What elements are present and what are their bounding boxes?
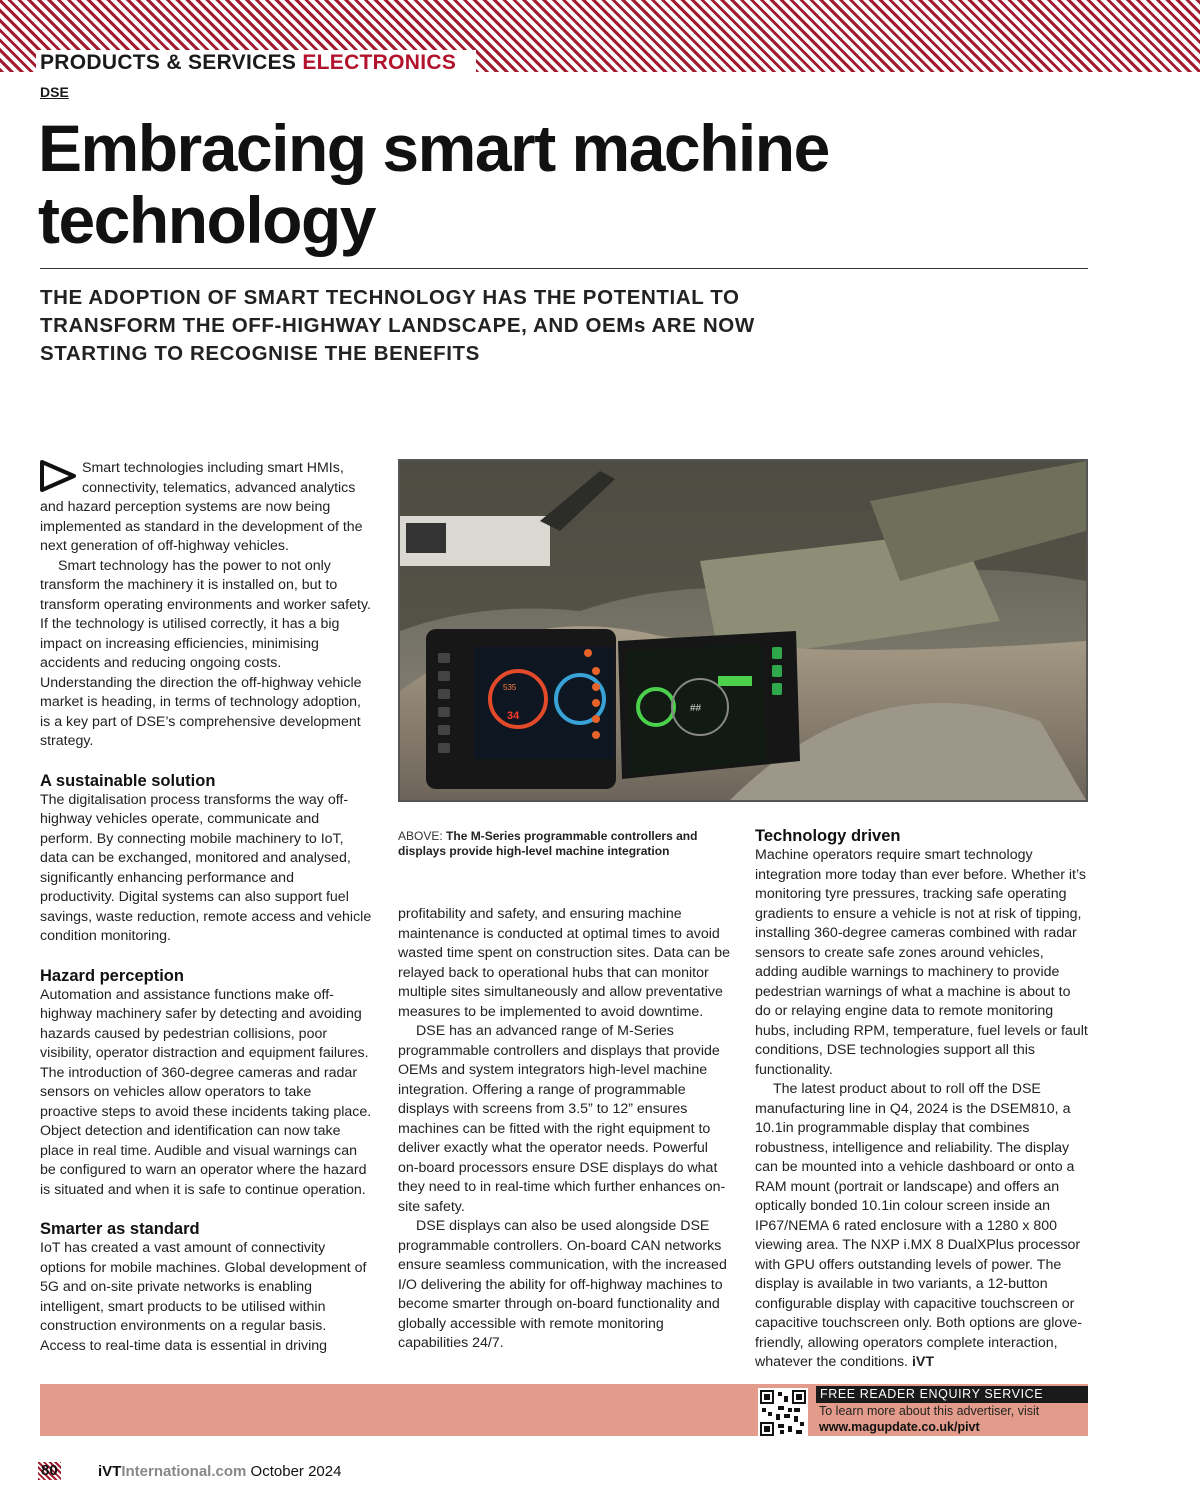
dsem810-text: The latest product about to roll off the DSE manufacturing line in Q4, 2024 is the DSEM810, a 10.1in programmable display that combines robustness, intelligence and reliability. The display can be mounted into a vehicle dashboard or onto a RAM mount (portrait or landscape) and offers an optically bonded 10.1in colour screen inside an IP67/NEMA 6 rated enclosure with a 1280 x 800 viewing area. The NXP i.MX 8 DualXPlus processor with GPU offers outstanding levels of power. The display is available in two variants, a 12-button configurable display with capacitive touchscreen or capacitive touchscreen only. Both options are glove-friendly, allowing operators complete interaction, whatever the conditions. bbox=[755, 1081, 1083, 1370]
paragraph-profitability: profitability and safety, and ensuring machine maintenance is conducted at optimal times to avoid wasted time spent on construction sites. Data can be relayed back to operational hubs that can monitor multiple sites simultaneously and allow preventative measures to be implemented to avoid downtime. bbox=[398, 906, 731, 1020]
enquiry-box bbox=[816, 1386, 1088, 1435]
caption-label: ABOVE: bbox=[398, 829, 443, 843]
enquiry-url-link[interactable]: www.magupdate.co.uk/pivt bbox=[819, 1420, 980, 1434]
page-number bbox=[38, 1462, 61, 1480]
qr-code-icon[interactable] bbox=[758, 1388, 808, 1438]
paragraph-can: DSE displays can also be used alongside DSE programmable controllers. On-board CAN networks ensure seamless communication, with the increased I/O delivering the ability for off-highway machines to become smarter through on-board functionality and globally accessible with remote monitoring capabilities 24/7. bbox=[398, 1218, 727, 1351]
subhead-technology: Technology driven bbox=[755, 827, 901, 845]
footer-brand-bold: iVT bbox=[98, 1463, 122, 1480]
caption-text: The M-Series programmable controllers and displays provide high-level machine integration bbox=[398, 829, 698, 858]
article-signoff: iVT bbox=[911, 1354, 935, 1370]
footer-publication bbox=[98, 1463, 341, 1480]
footer-date: October 2024 bbox=[250, 1463, 342, 1480]
page-number-text: 80 bbox=[41, 1462, 58, 1479]
enquiry-line: To learn more about this advertiser, visit bbox=[819, 1404, 1040, 1418]
enquiry-title: FREE READER ENQUIRY SERVICE bbox=[816, 1386, 1088, 1403]
quarry-scene-illustration bbox=[400, 461, 1086, 800]
intro-paragraph bbox=[40, 459, 372, 557]
screen-center-label: ## bbox=[690, 703, 702, 714]
screen-value-label: 34 bbox=[507, 710, 520, 722]
paragraph-hazard: Automation and assistance functions make off-highway machinery safer by detecting and avoiding hazards caused by pedestrian collisions, poor visibility, operator distraction and equipment failures. The introduction of 360-degree cameras and radar sensors on vehicles allow operators to take proactive steps to avoid these incidents taking place. Object detection and identification can now take place in real time. Audible and visual warnings can be configured to warn an operator where the hazard is situated and when it is safe to continue operation. bbox=[40, 986, 372, 1198]
column-3 bbox=[755, 826, 1088, 1373]
headline-rule bbox=[40, 268, 1088, 269]
column-2 bbox=[398, 905, 730, 1354]
paragraph-smarter: IoT has created a vast amount of connectivity options for mobile machines. Global development of 5G and on-site private networks is enabling intelligent, smart products to be utilised within construction environments on a regular basis. Access to real-time data is essential in driving bbox=[40, 1240, 367, 1354]
paragraph-dsem810 bbox=[755, 1080, 1088, 1373]
figure-caption bbox=[398, 829, 738, 859]
paragraph-technology: Machine operators require smart technology integration more today than ever before. Whether it’s monitoring tyre pressures, tracking safe operating gradients to ensure a vehicle is not at risk of tipping, installing 360-degree cameras combined with radar sensors to create safe zones around vehicles, adding audible warnings to machinery to provide pedestrian warnings of what a machine is about to do or relaying engine data to remote monitoring hubs, including RPM, temperature, fuel levels or fault conditions, DSE technologies support all this functionality. bbox=[755, 847, 1088, 1078]
column-1 bbox=[40, 459, 372, 1356]
subhead-sustainable: A sustainable solution bbox=[40, 771, 216, 790]
subhead-hazard: Hazard perception bbox=[40, 966, 184, 985]
intro-paragraph-2: Smart technology has the power to not only transform the machinery it is installed on, but to transform operating environments and worker safety. If the technology is utilised correctly, it has a big impact on increasing efficiencies, minimising accidents and reducing ongoing costs. Understanding the direction the off-highway vehicle market is heading, in terms of technology adoption, is a key part of DSE’s comprehensive development strategy. bbox=[40, 557, 371, 749]
footer-brand-rest: International.com bbox=[121, 1463, 247, 1480]
company-tag: DSE bbox=[40, 84, 69, 100]
product-photo bbox=[398, 459, 1088, 802]
paragraph-sustainable: The digitalisation process transforms the way off-highway vehicles operate, communicate and perform. By connecting mobile machinery to IoT, data can be exchanged, monitored and analysed, significantly enhancing performance and productivity. Digital systems can also support fuel savings, waste reduction, remote access and vehicle condition monitoring. bbox=[40, 791, 372, 944]
subhead-smarter: Smarter as standard bbox=[40, 1220, 200, 1238]
intro-text: Smart technologies including smart HMIs, connectivity, telematics, advanced analytics and hazard perception systems are now being implemented as standard in the development of the next generation of off-highway vehicles. bbox=[40, 460, 363, 554]
section-subcategory: ELECTRONICS bbox=[302, 51, 457, 74]
article-standfirst: THE ADOPTION OF SMART TECHNOLOGY HAS THE POTENTIAL TO TRANSFORM THE OFF-HIGHWAY LANDSCAPE, AND OEMs ARE NOW STARTING TO RECOGNISE THE BENEFITS bbox=[40, 286, 755, 365]
section-category: PRODUCTS & SERVICES bbox=[40, 51, 297, 74]
section-header bbox=[40, 51, 456, 75]
play-arrow-icon bbox=[38, 459, 78, 493]
article-headline: Embracing smart machine technology bbox=[38, 111, 829, 257]
paragraph-mseries: DSE has an advanced range of M-Series programmable controllers and displays that provide OEMs and system integrators high-level machine integration. Offering a range of programmable displays with screens from 3.5” to 12” ensures machines can be fitted with the right equipment to deliver exactly what the operator needs. Powerful on-board processors ensure DSE displays do what they need to in real-time which further enhances on-site safety. bbox=[398, 1023, 726, 1215]
screen-speed-label: 535 bbox=[503, 683, 517, 692]
